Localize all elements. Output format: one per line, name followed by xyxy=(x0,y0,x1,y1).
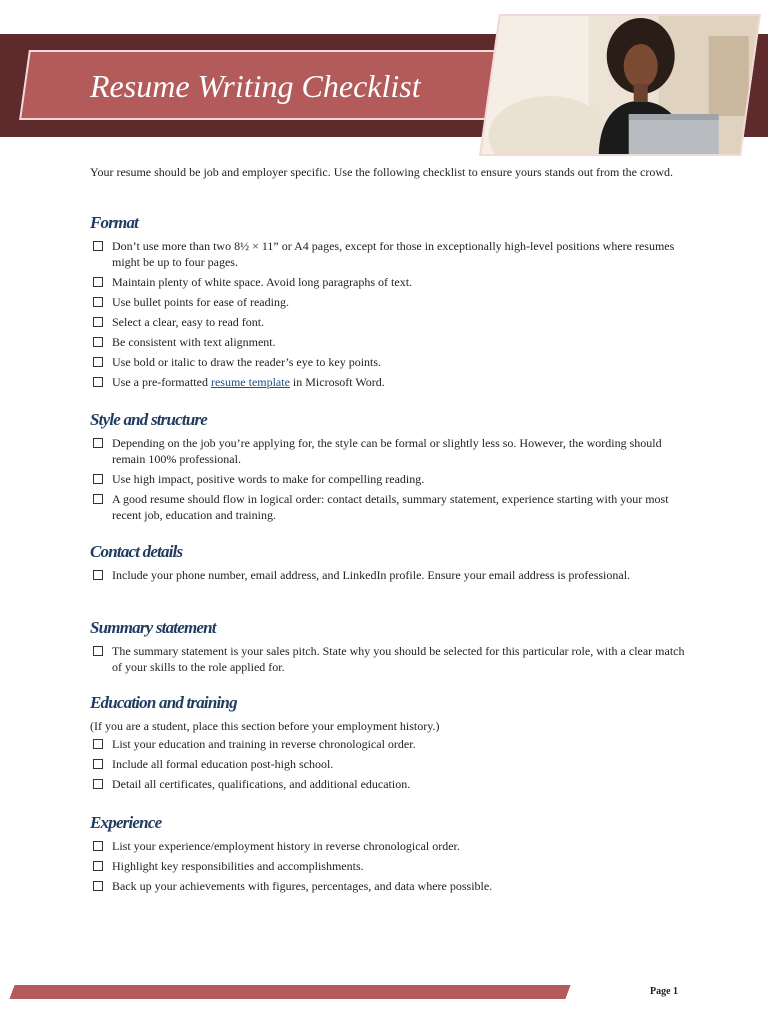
item-text: Include all formal education post-high school. xyxy=(112,757,334,771)
woman-with-laptop-photo-icon xyxy=(479,16,761,156)
checkbox[interactable] xyxy=(93,881,103,891)
item-text: Maintain plenty of white space. Avoid long paragraphs of text. xyxy=(112,275,413,289)
section-heading: Style and structure xyxy=(90,410,208,429)
item-text: Be consistent with text alignment. xyxy=(112,335,276,349)
item-text: List your education and training in reverse chronological order. xyxy=(112,737,416,751)
item-text: Include your phone number, email address, and LinkedIn profile. Ensure your email address is professional. xyxy=(112,568,631,582)
checkbox[interactable] xyxy=(93,759,103,769)
checkbox[interactable] xyxy=(93,861,103,871)
section-experience xyxy=(90,812,690,898)
checklist-item xyxy=(90,858,690,874)
page-title: Resume Writing Checklist xyxy=(90,68,421,104)
section-heading: Experience xyxy=(90,813,162,832)
checklist-item xyxy=(90,294,690,310)
checkbox[interactable] xyxy=(93,377,103,387)
item-text: Use bullet points for ease of reading. xyxy=(112,295,289,309)
item-text-before: Use a pre-formatted xyxy=(112,375,211,389)
section-contact-details xyxy=(90,541,690,587)
section-heading: Format xyxy=(90,213,139,232)
checkbox[interactable] xyxy=(93,779,103,789)
checkbox[interactable] xyxy=(93,739,103,749)
checklist-item xyxy=(90,838,690,854)
checklist-item xyxy=(90,491,690,523)
checklist-item xyxy=(90,238,690,270)
checklist-item xyxy=(90,736,690,752)
checklist-item xyxy=(90,314,690,330)
checklist-item xyxy=(90,643,690,675)
checkbox[interactable] xyxy=(93,357,103,367)
checklist-item xyxy=(90,435,690,467)
item-text: List your experience/employment history in reverse chronological order. xyxy=(112,839,460,853)
checklist-item xyxy=(90,334,690,350)
item-text: Detail all certificates, qualifications, and additional education. xyxy=(112,777,411,791)
item-text: Back up your achievements with figures, percentages, and data where possible. xyxy=(112,879,493,893)
checkbox[interactable] xyxy=(93,570,103,580)
footer-bar xyxy=(9,985,570,999)
resume-template-link[interactable]: resume template xyxy=(210,375,290,389)
intro-paragraph: Your resume should be job and employer specific. Use the following checklist to ensure yours stands out from the crowd. xyxy=(90,165,673,179)
checklist-item xyxy=(90,374,690,390)
section-format xyxy=(90,212,690,394)
section-heading: Contact details xyxy=(90,542,183,561)
checklist-item xyxy=(90,756,690,772)
item-text: A good resume should flow in logical order: contact details, summary statement, experience starting with your most recent job, education and training. xyxy=(112,492,669,522)
checkbox[interactable] xyxy=(93,317,103,327)
section-heading: Summary statement xyxy=(90,618,216,637)
checklist-item xyxy=(90,878,690,894)
item-text: Highlight key responsibilities and accomplishments. xyxy=(112,859,364,873)
checkbox[interactable] xyxy=(93,277,103,287)
section-note: (If you are a student, place this section before your employment history.) xyxy=(90,719,440,733)
section-style-structure xyxy=(90,409,690,527)
checklist-item xyxy=(90,776,690,792)
item-text: Use high impact, positive words to make for compelling reading. xyxy=(112,472,425,486)
page-number: Page 1 xyxy=(650,986,679,997)
section-summary-statement xyxy=(90,617,690,679)
checkbox[interactable] xyxy=(93,297,103,307)
item-text: Use bold or italic to draw the reader’s eye to key points. xyxy=(112,355,382,369)
item-text: Don’t use more than two 8½ × 11” or A4 pages, except for those in exceptionally high-level positions where resumes might be up to four pages. xyxy=(112,239,675,269)
section-heading: Education and training xyxy=(90,693,237,712)
item-text: Depending on the job you’re applying for, the style can be formal or slightly less so. However, the wording should remain 100% professional. xyxy=(112,436,662,466)
item-text: The summary statement is your sales pitch. State why you should be selected for this particular role, with a clear match of your skills to the role applied for. xyxy=(112,644,685,674)
item-text-after: in Microsoft Word. xyxy=(289,375,385,389)
checklist-item xyxy=(90,354,690,370)
checkbox[interactable] xyxy=(93,241,103,251)
section-education-training xyxy=(90,692,690,796)
checkbox[interactable] xyxy=(93,337,103,347)
item-text: Select a clear, easy to read font. xyxy=(112,315,265,329)
checkbox[interactable] xyxy=(93,438,103,448)
checkbox[interactable] xyxy=(93,494,103,504)
checklist-item xyxy=(90,274,690,290)
header-photo xyxy=(479,14,761,156)
checkbox[interactable] xyxy=(93,841,103,851)
checklist-item xyxy=(90,567,690,583)
checklist-item xyxy=(90,471,690,487)
checkbox[interactable] xyxy=(93,646,103,656)
checkbox[interactable] xyxy=(93,474,103,484)
